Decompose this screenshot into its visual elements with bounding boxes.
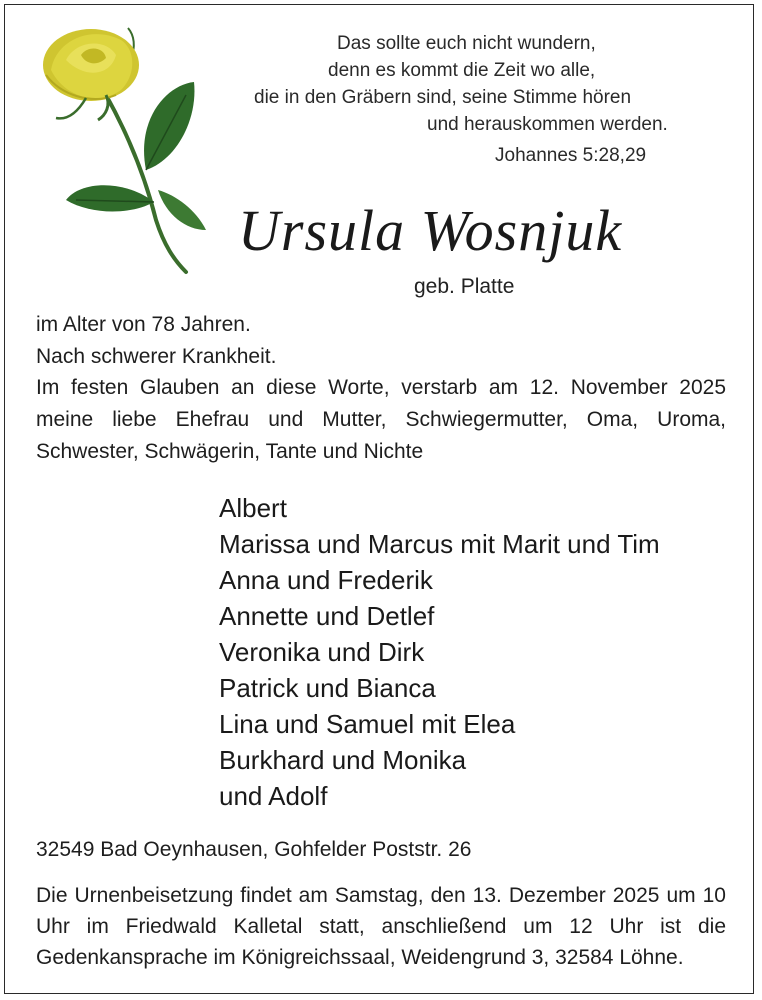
yellow-rose-icon bbox=[36, 20, 216, 275]
birth-name: geb. Platte bbox=[414, 275, 515, 298]
cause-line: Nach schwerer Krankheit. bbox=[36, 345, 277, 368]
age-info bbox=[36, 309, 276, 373]
verse-line: die in den Gräbern sind, seine Stimme hören bbox=[254, 87, 632, 108]
deceased-name: Ursula Wosnjuk bbox=[238, 198, 623, 263]
mourner-entry: Anna und Frederik bbox=[219, 565, 433, 595]
mourner-entry: Veronika und Dirk bbox=[219, 637, 425, 667]
mourner-entry: Albert bbox=[219, 493, 287, 523]
verse-reference: Johannes 5:28,29 bbox=[495, 145, 647, 166]
mourner-entry: Burkhard und Monika bbox=[219, 745, 467, 775]
mourner-entry: Lina und Samuel mit Elea bbox=[219, 709, 516, 739]
verse-line: denn es kommt die Zeit wo alle, bbox=[328, 60, 596, 81]
family-address: 32549 Bad Oeynhausen, Gohfelder Poststr. 26 bbox=[36, 838, 472, 861]
mourner-entry: und Adolf bbox=[219, 781, 328, 811]
death-announcement: Im festen Glauben an diese Worte, verstarb am 12. November 2025 meine liebe Ehefrau und Mutter, Schwiegermutter, Oma, Uroma, Schwester, Schwägerin, Tante und Nichte bbox=[36, 376, 726, 463]
mourner-entry: Patrick und Bianca bbox=[219, 673, 436, 703]
bible-verse bbox=[240, 30, 700, 169]
mourner-entry: Annette und Detlef bbox=[219, 601, 435, 631]
verse-line: und herauskommen werden. bbox=[427, 114, 668, 135]
mourners-list bbox=[219, 490, 660, 814]
verse-line: Das sollte euch nicht wundern, bbox=[337, 33, 596, 54]
age-line: im Alter von 78 Jahren. bbox=[36, 313, 251, 336]
funeral-info: Die Urnenbeisetzung findet am Samstag, den 13. Dezember 2025 um 10 Uhr im Friedwald Kalletal statt, anschließend um 12 Uhr ist die Gedenkansprache im Königreichssaal, Weidengrund 3, 32584 Löhne. bbox=[36, 884, 726, 969]
mourner-entry: Marissa und Marcus mit Marit und Tim bbox=[219, 529, 660, 559]
